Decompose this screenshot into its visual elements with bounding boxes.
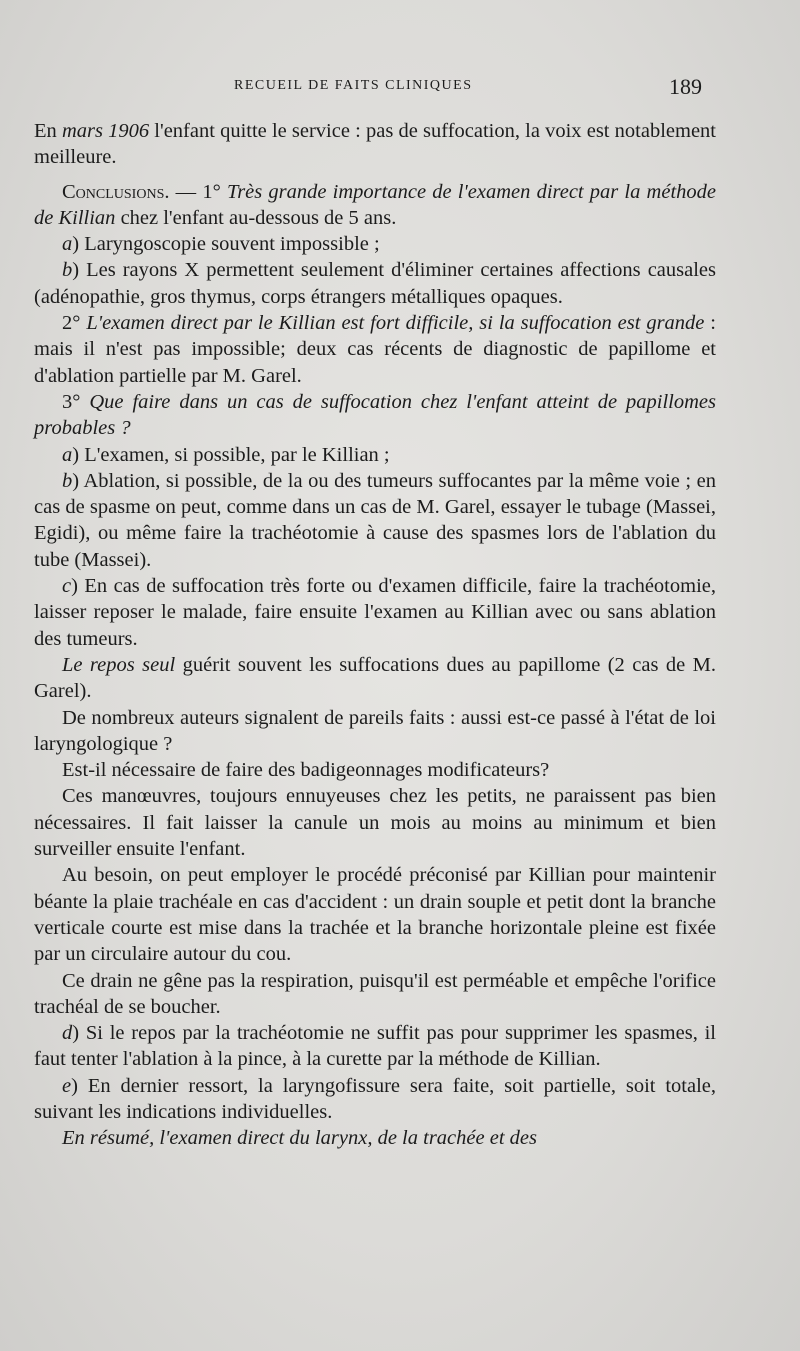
paragraph-p1 (34, 179, 716, 232)
italic-text: a (62, 233, 73, 256)
paragraph-p16 (34, 1073, 716, 1126)
paragraph-p14 (34, 968, 716, 1021)
text-run: ) En cas de suffocation très forte ou d'examen difficile, faire la trachéotomie, laisser reposer le malade, faire ensuite l'examen au Killian avec ou sans ablation des tumeurs. (34, 575, 716, 650)
page-header (0, 74, 800, 104)
paragraph-p7 (34, 468, 716, 573)
paragraph-p0 (34, 118, 716, 171)
italic-text: b (62, 469, 73, 492)
text-run: 3° (62, 390, 90, 413)
paragraph-p11 (34, 757, 716, 783)
italic-text: L'examen direct par le Killian est fort difficile, si la suffocation est grande (86, 312, 705, 335)
italic-text: b (62, 259, 73, 282)
italic-text: En résumé, l'examen direct du larynx, de la trachée et des (62, 1127, 537, 1150)
paragraph-p8 (34, 573, 716, 652)
italic-text: d (62, 1022, 73, 1045)
small-caps-heading: Conclusions. (62, 180, 170, 203)
text-run: Ce drain ne gêne pas la respiration, puisqu'il est perméable et empêche l'orifice trachéal de se boucher. (34, 969, 716, 1018)
text-run: Au besoin, on peut employer le procédé préconisé par Killian pour maintenir béante la plaie trachéale en cas d'accident : un drain souple et petit dont la branche verticale courte est mise dans la trachée et la branche horizontale pleine est fixée par un circulaire autour du cou. (34, 864, 716, 966)
text-run: 2° (62, 312, 87, 335)
text-run: ) L'examen, si possible, par le Killian ; (72, 443, 390, 466)
italic-text: a (62, 443, 73, 466)
italic-text: Le repos seul (62, 653, 176, 676)
italic-text: mars 1906 (61, 120, 150, 142)
italic-text: e (62, 1074, 72, 1097)
text-run: ) Laryngoscopie souvent impossible ; (72, 233, 380, 256)
paragraph-p6 (34, 442, 716, 468)
text-run: — 1° (169, 180, 227, 203)
text-run: l'enfant quitte le service : pas de suffocation, la voix est notablement meilleure. (34, 120, 716, 169)
running-title: RECUEIL DE FAITS CLINIQUES (234, 78, 473, 93)
paragraph-p3 (34, 257, 716, 310)
body-text (34, 118, 716, 1152)
paragraph-p10 (34, 705, 716, 758)
italic-text: c (62, 575, 72, 598)
text-run: De nombreux auteurs signalent de pareils faits : aussi est-ce passé à l'état de loi laryngologique ? (34, 706, 716, 755)
paragraph-p17 (34, 1125, 716, 1151)
paragraph-p2 (34, 231, 716, 257)
paragraph-p9 (34, 652, 716, 705)
paragraph-p12 (34, 783, 716, 862)
paragraph-p15 (34, 1020, 716, 1073)
paragraph-p13 (34, 862, 716, 967)
text-run: Ces manœuvres, toujours ennuyeuses chez les petits, ne paraissent pas bien nécessaires. Il fait laisser la canule un mois au moins au minimum et bien surveiller ensuite l'enfant. (34, 785, 716, 861)
text-run: Est-il nécessaire de faire des badigeonnages modificateurs? (62, 759, 550, 782)
italic-text: Que faire dans un cas de suffocation chez l'enfant atteint de papillomes probables ? (34, 390, 716, 440)
text-run: ) Les rayons X permettent seulement d'éliminer certaines affections causales (adénopathie, gros thymus, corps étrangers métalliques opaques. (34, 259, 716, 308)
italic-text: Très grande importance de l'examen direct par la méthode de Killian (34, 180, 716, 229)
paragraph-p4 (34, 310, 716, 389)
text-run: ) En dernier ressort, la laryngofissure sera faite, soit partielle, soit totale, suivant les indications individuelles. (34, 1074, 716, 1123)
text-run: chez l'enfant au-dessous de 5 ans. (115, 206, 397, 229)
text-run: En (34, 120, 62, 142)
page-number: 189 (669, 74, 702, 99)
text-run: : mais il n'est pas impossible; deux cas récents de diagnostic de papillome et d'ablation partielle par M. Garel. (34, 312, 716, 387)
text-run: guérit souvent les suffocations dues au papillome (2 cas de M. Garel). (34, 653, 716, 703)
paragraph-p5 (34, 389, 716, 442)
text-run: ) Ablation, si possible, de la ou des tumeurs suffocantes par la même voie ; en cas de spasme on peut, comme dans un cas de M. Garel, essayer le tubage (Massei, Egidi), ou même faire la trachéotomie à cause des spasmes lors de l'ablation du tube (Massei). (34, 469, 716, 571)
text-run: ) Si le repos par la trachéotomie ne suffit pas pour supprimer les spasmes, il faut tenter l'ablation à la pince, à la curette par la méthode de Killian. (34, 1022, 716, 1071)
